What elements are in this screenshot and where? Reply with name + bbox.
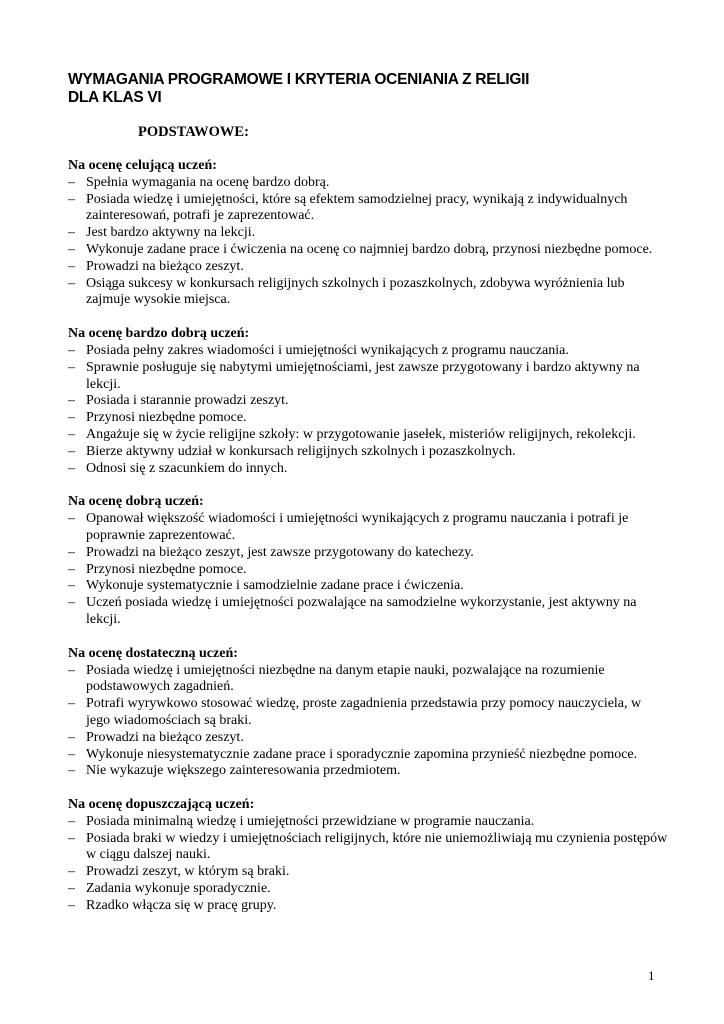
list-item-text: Potrafi wyrywkowo stosować wiedzę, proste zagadnienia przedstawia przy pomocy nauczyciela, w jego wiadomościach są braki. [86,696,642,728]
list-item-text: Zadania wykonuje sporadycznie. [86,881,271,897]
list-item-text: Jest bardzo aktywny na lekcji. [86,225,256,241]
list-item-text: Sprawnie posługuje się nabytymi umiejętnościami, jest zawsze przygotowany i bardzo aktywny na lekcji. [86,359,640,392]
bullet-dash: – [68,426,75,442]
bullet-dash: – [68,864,75,880]
list-item-text: Wykonuje zadane prace i ćwiczenia na ocenę co najmniej bardzo dobrą, przynosi niezbędne pomoce. [86,241,653,257]
list-item-text: Posiada minimalną wiedzę i umiejętności przewidziane w programie nauczania. [86,813,535,829]
bullet-dash: – [68,258,75,274]
grade-section [68,646,668,780]
page-title [68,71,708,107]
grade-section [68,797,668,915]
list-item-text: Odnosi się z szacunkiem do innych. [86,460,288,476]
criteria-list [68,511,668,629]
list-item [68,562,668,579]
bullet-dash: – [68,511,75,527]
bullet-dash: – [68,191,75,207]
bullet-dash: – [68,443,75,459]
section-heading: Na ocenę celującą uczeń: [68,158,217,173]
bullet-dash: – [68,881,75,897]
list-item [68,276,668,310]
bullet-dash: – [68,544,75,560]
list-item-text: Prowadzi zeszyt, w którym są braki. [86,864,290,880]
bullet-dash: – [68,275,75,291]
criteria-list [68,663,668,781]
list-item [68,461,668,478]
list-item [68,360,668,394]
list-item [68,259,668,276]
list-item-text: Osiąga sukcesy w konkursach religijnych szkolnych i pozaszkolnych, zdobywa wyróżnienia lub zajmuje wysokie miejsca. [86,275,625,308]
list-item [68,511,668,545]
bullet-dash: – [68,696,75,712]
list-item-text: Angażuje się w życie religijne szkoły: w przygotowanie jasełek, misteriów religijnych, rekolekcji. [86,426,636,442]
page-number: 1 [648,968,655,983]
list-item-text: Rzadko włącza się w pracę grupy. [86,897,277,913]
criteria-list [68,175,668,309]
list-item [68,444,668,461]
list-item-text: Przynosi niezbędne pomoce. [86,561,247,577]
grade-section [68,494,668,628]
list-item [68,175,668,192]
bullet-dash: – [68,561,75,577]
list-item-text: Posiada wiedzę i umiejętności, które są efektem samodzielnej pracy, wynikają z indywidualnych zainteresowań, potrafi je zaprezentować. [86,191,628,224]
list-item-text: Prowadzi na bieżąco zeszyt. [86,729,244,745]
list-item-text: Posiada i starannie prowadzi zeszyt. [86,393,289,409]
bullet-dash: – [68,410,75,426]
section-heading: Na ocenę dostateczną uczeń: [68,645,238,661]
list-item-text: Posiada pełny zakres wiadomości i umiejętności wynikających z programu nauczania. [86,342,569,358]
list-item [68,881,668,898]
list-item [68,578,668,595]
section-heading: Na ocenę dopuszczającą uczeń: [68,797,255,813]
list-item-text: Prowadzi na bieżąco zeszyt. [86,258,244,274]
bullet-dash: – [68,359,75,375]
bullet-dash: – [68,174,75,190]
bullet-dash: – [68,578,75,594]
bullet-dash: – [68,729,75,745]
list-item-text: Wykonuje systematycznie i samodzielnie zadane prace i ćwiczenia. [86,578,464,594]
list-item-text: Nie wykazuje większego zainteresowania przedmiotem. [86,763,401,779]
title-line-1: WYMAGANIA PROGRAMOWE I KRYTERIA OCENIANIA Z RELIGII [68,71,530,88]
bullet-dash: – [68,225,75,241]
list-item-text: Spełnia wymagania na ocenę bardzo dobrą. [86,174,330,190]
section-heading: Na ocenę dobrą uczeń: [68,494,204,510]
list-item [68,663,668,697]
list-item [68,343,668,360]
bullet-dash: – [68,830,75,846]
list-item [68,225,668,242]
bullet-dash: – [68,813,75,829]
grading-sections [68,158,668,932]
criteria-list [68,343,668,477]
list-item-text: Wykonuje niesystematycznie zadane prace i sporadycznie zapomina przynieść niezbędne pomoce. [86,746,638,762]
list-item [68,763,668,780]
bullet-dash: – [68,241,75,257]
list-item [68,898,668,915]
list-item [68,864,668,881]
list-item [68,192,668,226]
list-item-text: Uczeń posiada wiedzę i umiejętności pozwalające na samodzielne wykorzystanie, jest aktywny na lekcji. [86,595,637,627]
list-item-text: Bierze aktywny udział w konkursach religijnych szkolnych i pozaszkolnych. [86,443,516,459]
criteria-list [68,814,668,915]
list-item [68,696,668,730]
list-item [68,595,668,629]
grade-section [68,326,668,477]
list-item [68,730,668,747]
list-item [68,814,668,831]
bullet-dash: – [68,595,75,611]
list-item [68,747,668,764]
bullet-dash: – [68,662,75,678]
section-heading: Na ocenę bardzo dobrą uczeń: [68,326,250,342]
list-item-text: Posiada braki w wiedzy i umiejętnościach religijnych, które nie uniemożliwiają mu czynienia postępów w ciągu dalszej nauki. [86,830,668,863]
list-item [68,410,668,427]
list-item [68,831,668,865]
bullet-dash: – [68,746,75,762]
list-item-text: Opanował większość wiadomości i umiejętności wynikających z programu nauczania i potrafi je poprawnie zaprezentować. [86,511,629,543]
bullet-dash: – [68,342,75,358]
grade-section [68,158,668,309]
list-item [68,393,668,410]
bullet-dash: – [68,763,75,779]
list-item [68,427,668,444]
bullet-dash: – [68,393,75,409]
list-item-text: Prowadzi na bieżąco zeszyt, jest zawsze przygotowany do katechezy. [86,544,474,560]
title-line-2: DLA KLAS VI [68,89,162,106]
list-item [68,545,668,562]
list-item-text: Posiada wiedzę i umiejętności niezbędne na danym etapie nauki, pozwalające na rozumienie podstawowych zagadnień. [86,662,605,695]
bullet-dash: – [68,897,75,913]
list-item-text: Przynosi niezbędne pomoce. [86,410,247,426]
list-item [68,242,668,259]
subtitle: PODSTAWOWE: [138,124,249,140]
bullet-dash: – [68,460,75,476]
